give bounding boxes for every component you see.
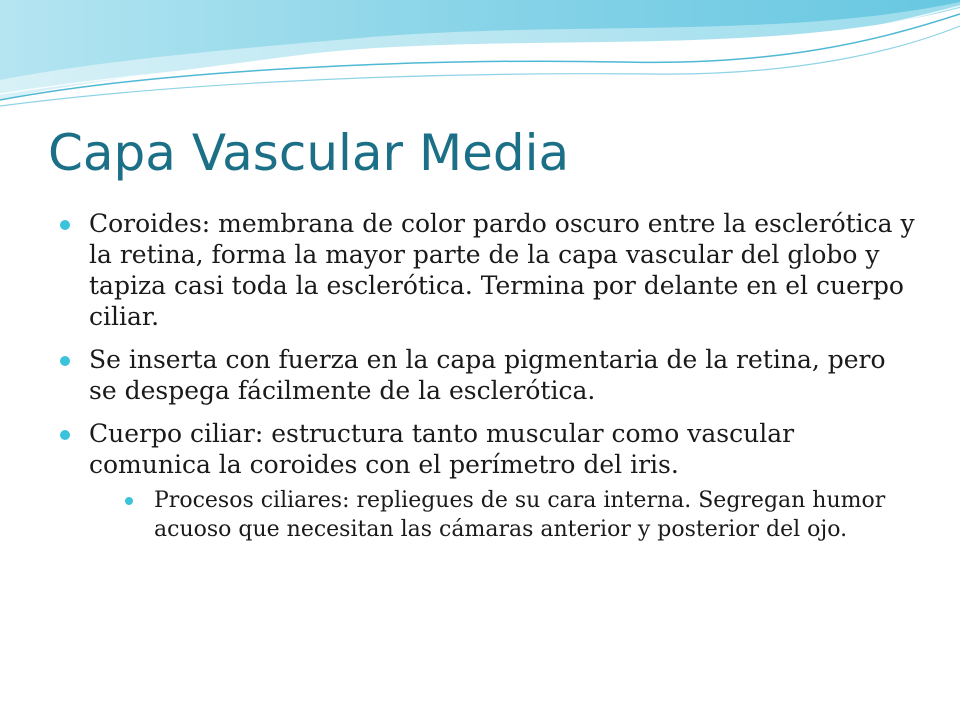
slide-title: Capa Vascular Media [48,124,570,182]
bullet-list [60,208,920,556]
header-wave-decoration [0,0,960,120]
bullet-text: Cuerpo ciliar: estructura tanto muscular como vascular comunica la coroides con el perímetro del iris. [89,419,795,479]
bullet-item [60,344,920,406]
bullet-item [60,418,920,544]
bullet-dot-icon [60,430,70,440]
sub-bullet-item [125,486,920,544]
bullet-dot-icon [60,356,70,366]
bullet-text: Coroides: membrana de color pardo oscuro entre la esclerótica y la retina, forma la mayor parte de la capa vascular del globo y tapiza casi toda la esclerótica. Termina por delante en el cuerpo ciliar. [89,209,915,331]
sub-bullet-dot-icon [125,497,133,505]
sub-bullet-text: Procesos ciliares: repliegues de su cara interna. Segregan humor acuoso que necesitan las cámaras anterior y posterior del ojo. [154,488,886,542]
bullet-dot-icon [60,220,70,230]
bullet-item [60,208,920,332]
bullet-text: Se inserta con fuerza en la capa pigmentaria de la retina, pero se despega fácilmente de la esclerótica. [89,345,886,405]
